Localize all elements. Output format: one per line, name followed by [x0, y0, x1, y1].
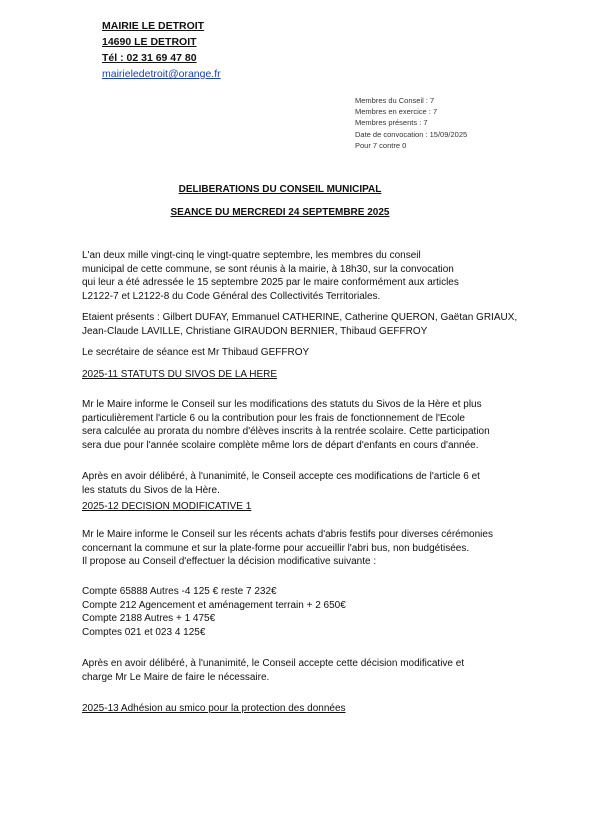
mairie-header [102, 18, 221, 82]
account-line: Compte 65888 Autres -4 125 € reste 7 232€ [82, 586, 277, 597]
section2-decision [82, 657, 552, 684]
mairie-email-link[interactable]: mairieledetroit@orange.fr [102, 68, 221, 80]
text-line: particulièrement l'article 6 ou la contribution pour les frais de fonctionnement de l'Ecole [82, 412, 465, 424]
text-line: Après en avoir délibéré, à l'unanimité, le Conseil accepte cette décision modificative et [82, 658, 465, 669]
section-heading-smico: 2025-13 Adhésion au smico pour la protection des données [82, 703, 346, 714]
text-line: municipal de cette commune, se sont réunis à la mairie, à 18h30, sur la convocation [82, 263, 454, 275]
text-line: les statuts du Sivos de la Hère. [82, 484, 220, 496]
text-line: sera calculée au prorata du nombre d'élèves inscrits à la rentrée scolaire. Cette participation [82, 426, 490, 437]
section2-paragraph [82, 528, 552, 569]
presents-paragraph [82, 311, 552, 338]
section1-paragraph [82, 398, 552, 452]
account-line: Comptes 021 et 023 4 125€ [82, 626, 206, 638]
stat-line: Date de convocation : 15/09/2025 [355, 129, 468, 139]
section1-decision [82, 470, 552, 497]
accounts-list [82, 585, 552, 639]
text-line: qui leur a été adressée le 15 septembre 2025 par le maire conformément aux articles [82, 277, 459, 288]
document-title: DELIBERATIONS DU CONSEIL MUNICIPAL [178, 184, 382, 195]
council-stats [355, 95, 467, 151]
text-line: Le secrétaire de séance est Mr Thibaud GEFFROY [82, 347, 310, 358]
text-line: sera due pour l'année scolaire complète même lors de départ d'enfants en cours d'année. [82, 439, 479, 451]
text-line: Après en avoir délibéré, à l'unanimité, le Conseil accepte ces modifications de l'article 6 et [82, 471, 480, 482]
mairie-name: MAIRIE LE DETROIT [102, 20, 205, 32]
stat-line: Membres présents : 7 [355, 118, 428, 128]
text-line: L'an deux mille vingt-cinq le vingt-quatre septembre, les membres du conseil [82, 250, 421, 261]
stat-line: Membres en exercice : 7 [355, 107, 438, 117]
account-line: Compte 212 Agencement et aménagement terrain + 2 650€ [82, 599, 346, 611]
section-heading-statuts: 2025-11 STATUTS DU SIVOS DE LA HERE [82, 369, 278, 380]
text-line: concernant la commune et sur la plate-forme pour accueillir l'abri bus, non budgétisées. [82, 542, 470, 554]
mairie-postal: 14690 LE DETROIT [102, 36, 197, 48]
text-line: Jean-Claude LAVILLE, Christiane GIRAUDON BERNIER, Thibaud GEFFROY [82, 325, 428, 337]
stat-line: Pour 7 contre 0 [355, 140, 407, 150]
text-line: Mr le Maire informe le Conseil sur les modifications des statuts du Sivos de la Hère et plus [82, 399, 482, 410]
text-line: L2122-7 et L2122-8 du Code Général des Collectivités Territoriales. [82, 290, 381, 302]
text-line: Il propose au Conseil d'effectuer la décision modificative suivante : [82, 556, 377, 567]
secretary-line [82, 346, 552, 360]
mairie-phone: Tél : 02 31 69 47 80 [102, 52, 197, 64]
stat-line: Membres du Conseil : 7 [355, 96, 435, 105]
text-line: Etaient présents : Gilbert DUFAY, Emmanuel CATHERINE, Catherine QUERON, Gaëtan GRIAUX, [82, 312, 518, 323]
intro-paragraph [82, 249, 552, 303]
session-title: SEANCE DU MERCREDI 24 SEPTEMBRE 2025 [170, 207, 390, 218]
account-line: Compte 2188 Autres + 1 475€ [82, 613, 216, 624]
section-heading-decision: 2025-12 DECISION MODIFICATIVE 1 [82, 501, 252, 512]
text-line: Mr le Maire informe le Conseil sur les récents achats d'abris festifs pour diverses cérémonies [82, 529, 493, 540]
text-line: charge Mr Le Maire de faire le nécessaire. [82, 671, 270, 683]
